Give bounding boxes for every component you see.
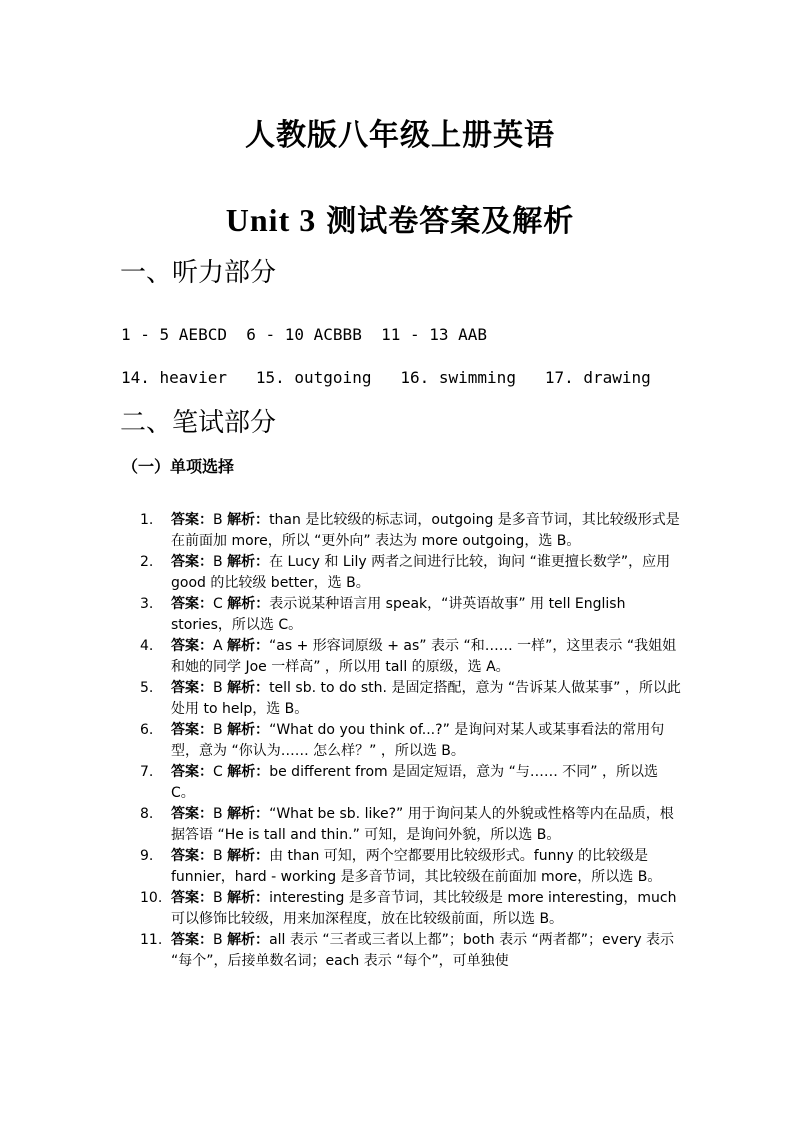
answer-item <box>140 552 685 594</box>
answer-choice: B <box>213 806 228 822</box>
explanation-text: “What be sb. like?” 用于询问某人的外貌或性格等内在品质，根据答语 “He is tall and thin.” 可知，是询问外貌，所以选 B。 <box>171 806 674 843</box>
answer-label: 答案： <box>171 554 213 570</box>
explanation-text: tell sb. to do sth. 是固定搭配，意为 “告诉某人做某事” ，所以此处用 to help，选 B。 <box>171 680 681 717</box>
explanation-text: “What do you think of...?” 是询问对某人或某事看法的常用句型，意为 “你认为…… 怎么样？” ，所以选 B。 <box>171 722 665 759</box>
answer-label: 答案： <box>171 638 213 654</box>
answer-number: 8. <box>140 806 154 822</box>
listening-answers-line2: 14. heavier 15. outgoing 16. swimming 17. drawing <box>121 368 651 387</box>
answer-label: 答案： <box>171 890 213 906</box>
answer-choice: C <box>213 764 228 780</box>
answer-number: 7. <box>140 764 154 780</box>
answer-choice: B <box>213 554 228 570</box>
answer-label: 答案： <box>171 848 213 864</box>
section-listening-heading: 一、听力部分 <box>120 258 277 288</box>
explanation-text: interesting 是多音节词，其比较级是 more interesting，much 可以修饰比较级，用来加深程度，放在比较级前面，所以选 B。 <box>171 890 677 927</box>
answer-choice: B <box>213 680 228 696</box>
explanation-text: 在 Lucy 和 Lily 两者之间进行比较，询问 “谁更擅长数学”，应用 good 的比较级 better，选 B。 <box>171 554 671 591</box>
explanation-label: 解析： <box>227 722 270 738</box>
answer-item <box>140 594 685 636</box>
answer-item <box>140 678 685 720</box>
answer-choice: B <box>213 512 228 528</box>
answer-label: 答案： <box>171 722 213 738</box>
explanation-label: 解析： <box>227 638 270 654</box>
answer-choice: C <box>213 596 228 612</box>
explanation-label: 解析： <box>227 806 270 822</box>
explanation-text: “as + 形容词原级 + as” 表示 “和…… 一样”，这里表示 “我姐姐和她的同学 Joe 一样高” ，所以用 tall 的原级，选 A。 <box>171 638 677 675</box>
answer-label: 答案： <box>171 764 213 780</box>
answer-item <box>140 762 685 804</box>
explanation-label: 解析： <box>227 554 270 570</box>
explanation-text: be different from 是固定短语，意为 “与…… 不同” ，所以选 C。 <box>171 764 658 801</box>
answer-number: 9. <box>140 848 154 864</box>
answer-choice: B <box>213 890 228 906</box>
explanation-label: 解析： <box>227 596 270 612</box>
subsection-single-choice-heading: （一）单项选择 <box>122 457 235 476</box>
answer-label: 答案： <box>171 596 213 612</box>
explanation-label: 解析： <box>227 932 270 948</box>
explanation-text: 由 than 可知，两个空都要用比较级形式。funny 的比较级是 funnier，hard - working 是多音节词，其比较级在前面加 more，所以选 B。 <box>171 848 662 885</box>
explanation-text: 表示说某种语言用 speak，“讲英语故事” 用 tell English stories，所以选 C。 <box>171 596 626 633</box>
title-line1: 人教版八年级上册英语 <box>245 118 555 153</box>
answer-number: 2. <box>140 554 154 570</box>
explanation-text: all 表示 “三者或三者以上都”；both 表示 “两者都”；every 表示 “每个”，后接单数名词；each 表示 “每个”，可单独使 <box>171 932 675 969</box>
answer-item <box>140 720 685 762</box>
answer-item <box>140 930 685 972</box>
answer-number: 6. <box>140 722 154 738</box>
answer-list <box>140 510 685 972</box>
explanation-label: 解析： <box>227 890 270 906</box>
title-unit: Unit 3 <box>225 202 317 238</box>
document-subtitle <box>0 196 800 240</box>
answer-item <box>140 888 685 930</box>
answer-number: 5. <box>140 680 154 696</box>
answer-label: 答案： <box>171 680 213 696</box>
explanation-label: 解析： <box>227 512 270 528</box>
section-written-heading: 二、笔试部分 <box>120 408 277 438</box>
answer-number: 3. <box>140 596 154 612</box>
answer-item <box>140 510 685 552</box>
answer-item <box>140 804 685 846</box>
answer-item <box>140 846 685 888</box>
explanation-label: 解析： <box>227 680 270 696</box>
explanation-label: 解析： <box>227 764 270 780</box>
answer-choice: B <box>213 848 228 864</box>
answer-number: 1. <box>140 512 154 528</box>
explanation-label: 解析： <box>227 848 270 864</box>
answer-number: 11. <box>140 932 163 948</box>
explanation-text: than 是比较级的标志词，outgoing 是多音节词，其比较级形式是在前面加 more，所以 “更外向” 表达为 more outgoing，选 B。 <box>171 512 680 549</box>
answer-label: 答案： <box>171 806 213 822</box>
answer-number: 4. <box>140 638 154 654</box>
answer-label: 答案： <box>171 512 213 528</box>
document-title <box>0 110 800 154</box>
answer-choice: A <box>213 638 228 654</box>
answer-number: 10. <box>140 890 163 906</box>
answer-choice: B <box>213 722 228 738</box>
answer-label: 答案： <box>171 932 213 948</box>
answer-item <box>140 636 685 678</box>
answer-choice: B <box>213 932 228 948</box>
listening-answers-line1: 1 - 5 AEBCD 6 - 10 ACBBB 11 - 13 AAB <box>121 325 488 344</box>
title-line2: 测试卷答案及解析 <box>326 204 575 239</box>
